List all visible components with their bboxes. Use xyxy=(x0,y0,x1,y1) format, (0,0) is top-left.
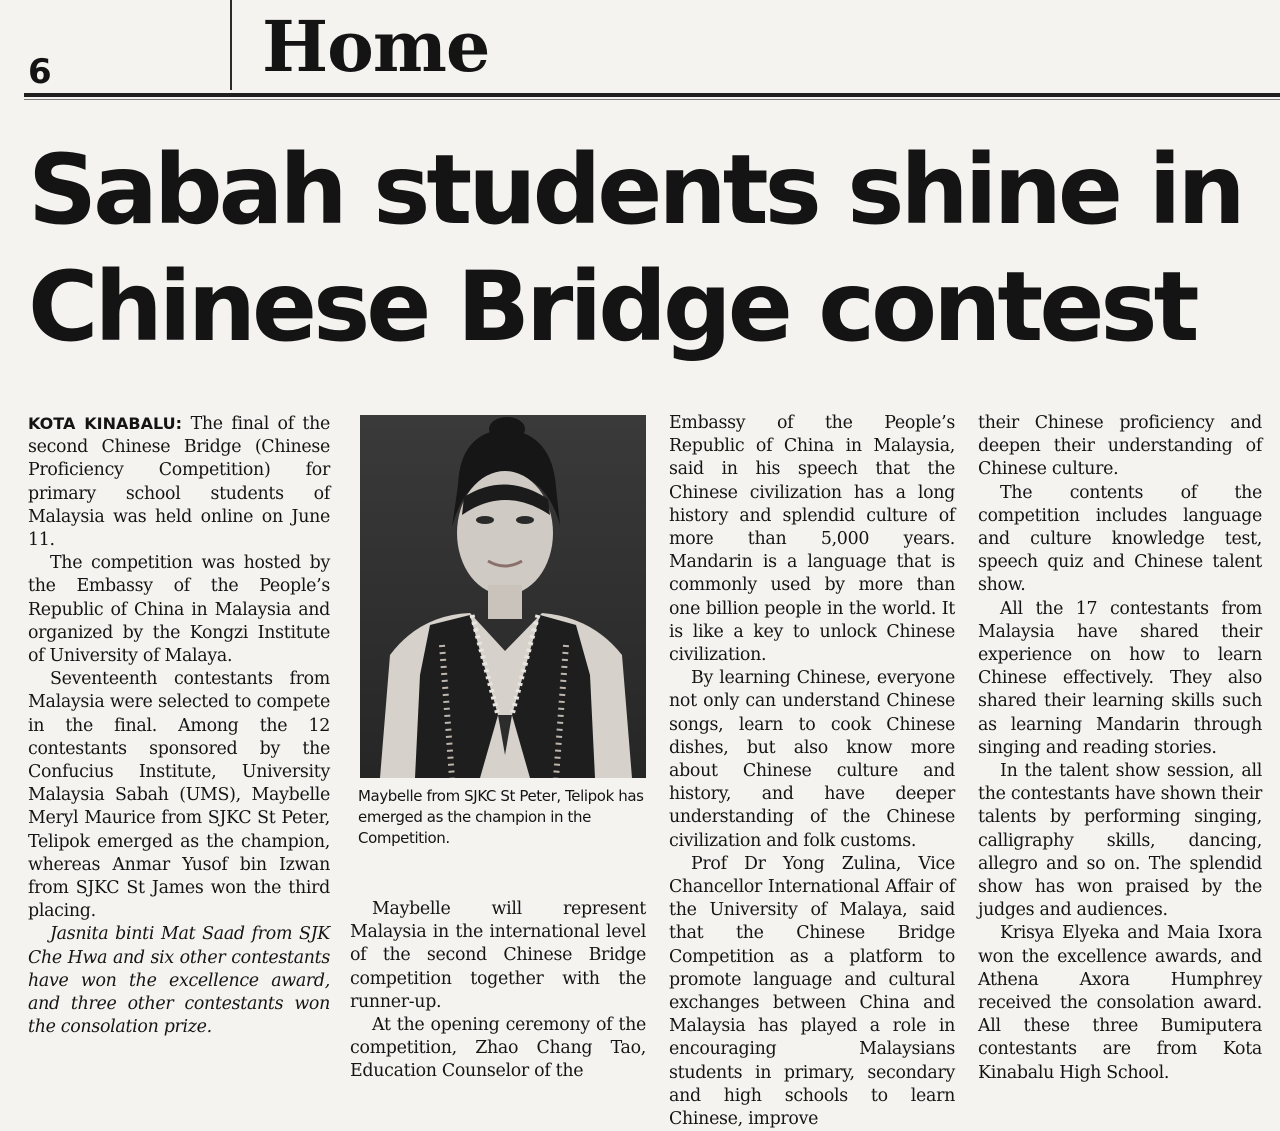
paragraph: All the 17 contestants from Malaysia have shared their experience on how to learn Chinese effectively. They also shared their learning skills such as learning Mandarin through singing and reading stories. xyxy=(978,598,1262,758)
page-number: 6 xyxy=(28,52,52,92)
dateline: KOTA KINABALU: xyxy=(28,414,182,433)
paragraph: Jasnita binti Mat Saad from SJK Che Hwa and six other contestants have won the excellence award, and three other contestants won the consolation prize. xyxy=(28,924,330,1038)
headline: Sabah students shine in Chinese Bridge contest xyxy=(28,134,1242,363)
paragraph: Krisya Elyeka and Maia Ixora won the excellence awards, and Athena Axora Humphrey received the consolation award. All these three Bumiputera contestants are from Kota Kinabalu High School. xyxy=(978,923,1262,1083)
article-column-1 xyxy=(28,412,330,1039)
paragraph xyxy=(28,412,330,552)
paragraph: Embassy of the People’s Republic of China in Malaysia, said in his speech that the Chinese civilization has a long history and splendid culture of more than 5,000 years. Mandarin is a language that is commonly used by more than one billion people in the world. It is like a key to unlock Chinese civilization. xyxy=(669,413,955,666)
paragraph: The contents of the competition includes language and culture knowledge test, speech quiz and Chinese talent show. xyxy=(978,482,1262,596)
section-title: Home xyxy=(262,5,490,88)
paragraph: The competition was hosted by the Embassy of the People’s Republic of China in Malaysia and organized by the Kongzi Institute of University of Malaya. xyxy=(28,553,330,667)
paragraph: Seventeenth contestants from Malaysia were selected to compete in the final. Among the 12 contestants sponsored by the Confucius Institute, University Malaysia Sabah (UMS), Maybelle Meryl Maurice from SJKC St Peter, Telipok emerged as the champion, whereas Anmar Yusof bin Izwan from SJKC St James won the third placing. xyxy=(28,669,330,922)
header-rule-thin xyxy=(24,99,1280,100)
header-divider xyxy=(230,0,232,90)
paragraph: their Chinese proficiency and deepen their understanding of Chinese culture. xyxy=(978,413,1262,480)
header-rule xyxy=(24,93,1280,97)
paragraph-text: The final of the second Chinese Bridge (Chinese Proficiency Competition) for primary school students of Malaysia was held online on June 11. xyxy=(28,414,330,551)
paragraph: At the opening ceremony of the competition, Zhao Chang Tao, Education Counselor of the xyxy=(350,1015,646,1082)
paragraph: By learning Chinese, everyone not only can understand Chinese songs, learn to cook Chinese dishes, but also know more about Chinese culture and history, and have deeper understanding of the Chinese civilization and folk customs. xyxy=(669,668,955,851)
paragraph: In the talent show session, all the contestants have shown their talents by performing singing, calligraphy skills, dancing, allegro and so on. The splendid show has won praised by the judges and audiences. xyxy=(978,761,1262,921)
paragraph: Maybelle will represent Malaysia in the international level of the second Chinese Bridge competition together with the runner-up. xyxy=(350,899,646,1012)
article-column-3 xyxy=(669,412,955,1131)
article-column-2 xyxy=(350,898,646,1084)
article-column-4 xyxy=(978,412,1262,1085)
portrait-photo xyxy=(360,415,646,778)
photo-caption: Maybelle from SJKC St Peter, Telipok has emerged as the champion in the Competition. xyxy=(358,787,644,847)
photo xyxy=(360,415,646,778)
paragraph: Prof Dr Yong Zulina, Vice Chancellor International Affair of the University of Malaya, said that the Chinese Bridge Competition as a platform to promote language and cultural exchanges between China and Malaysia has played a role in encouraging Malaysians students in primary, secondary and high schools to learn Chinese, improve xyxy=(669,853,955,1130)
